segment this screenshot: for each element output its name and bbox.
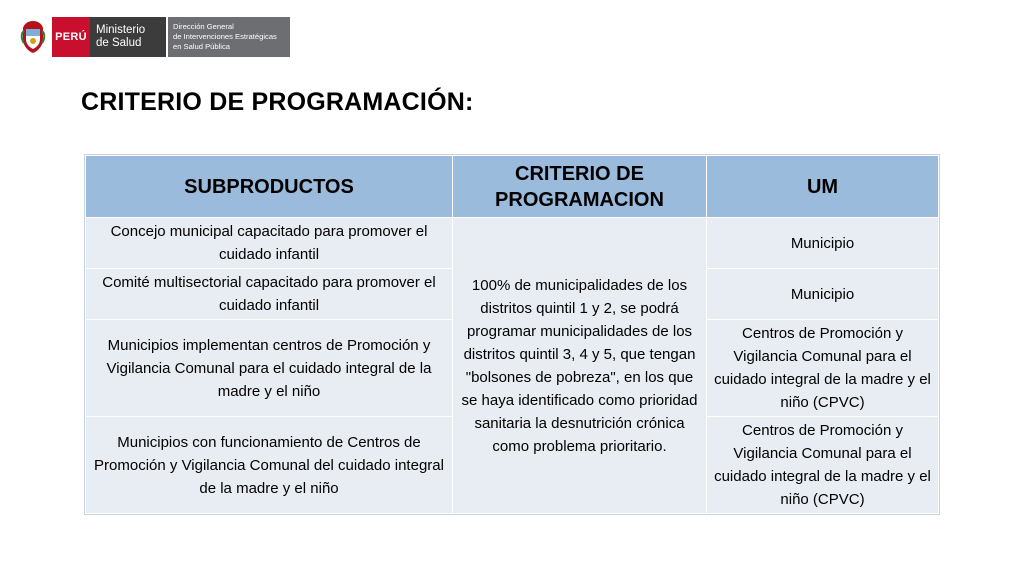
header-subproductos: SUBPRODUCTOS: [86, 156, 453, 218]
ministerio-line-1: Ministerio: [96, 24, 146, 36]
header-criterio: CRITERIO DE PROGRAMACION: [453, 156, 707, 218]
subproducto-cell: Municipios implementan centros de Promoción y Vigilancia Comunal para el cuidado integral de la madre y el niño: [86, 320, 453, 417]
peru-label: PERÚ: [52, 17, 90, 57]
um-cell: Centros de Promoción y Vigilancia Comunal para el cuidado integral de la madre y el niño (CPVC): [707, 320, 939, 417]
header-um: UM: [707, 156, 939, 218]
direccion-line-3: en Salud Pública: [173, 42, 230, 51]
subproducto-cell: Municipios con funcionamiento de Centros de Promoción y Vigilancia Comunal del cuidado integral de la madre y el niño: [86, 417, 453, 514]
direccion-line-2: de Intervenciones Estratégicas: [173, 32, 277, 41]
ministerio-de-salud-label: [90, 17, 166, 57]
um-cell: Municipio: [707, 218, 939, 269]
subproducto-cell: Comité multisectorial capacitado para promover el cuidado infantil: [86, 269, 453, 320]
coat-of-arms-icon: [20, 19, 46, 55]
table-header-row: [86, 156, 939, 218]
criterio-cell: 100% de municipalidades de los distritos quintil 1 y 2, se podrá programar municipalidades de los distritos quintil 3, 4 y 5, que tengan "bolsones de pobreza", en los que se haya identificado como prioridad sanitaria la desnutrición crónica como problema prioritario.: [453, 218, 707, 514]
direccion-general-label: [168, 17, 290, 57]
direccion-line-1: Dirección General: [173, 22, 234, 31]
table-row: [86, 218, 939, 269]
page-title: CRITERIO DE PROGRAMACIÓN:: [81, 88, 474, 116]
ministry-logo-bar: [20, 17, 290, 57]
um-cell: Municipio: [707, 269, 939, 320]
ministerio-line-2: de Salud: [96, 37, 142, 49]
subproducto-cell: Concejo municipal capacitado para promover el cuidado infantil: [86, 218, 453, 269]
criteria-table: [85, 155, 939, 514]
um-cell: Centros de Promoción y Vigilancia Comunal para el cuidado integral de la madre y el niño (CPVC): [707, 417, 939, 514]
